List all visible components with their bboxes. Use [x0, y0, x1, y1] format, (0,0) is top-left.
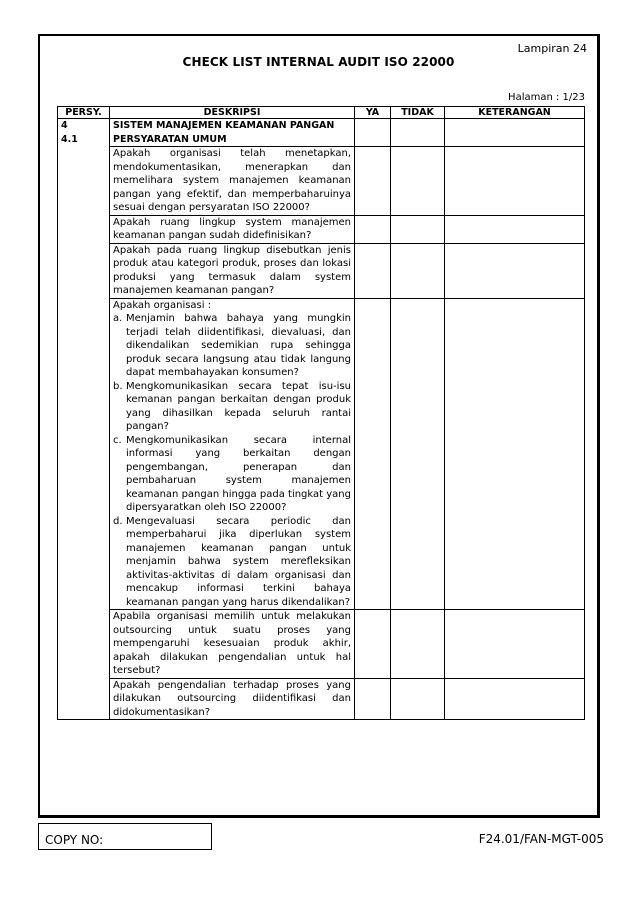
keterangan-cell[interactable] — [445, 147, 585, 216]
question-text-multi — [110, 298, 355, 610]
table-row — [58, 243, 585, 298]
keterangan-cell[interactable] — [445, 119, 585, 147]
table-row — [58, 678, 585, 720]
sub-item-text: Mengkomunikasikan secara internal informasi yang berkaitan dengan pengembangan, penerapan dan pembaharuan system manajemen keamanan pangan hingga pada tingkat yang dipersyaratkan oleh ISO 22000? — [126, 434, 351, 513]
ya-cell[interactable] — [355, 215, 391, 243]
sub-item-d — [113, 515, 351, 610]
column-header-ya: YA — [355, 107, 391, 119]
section-number: 4 — [61, 120, 68, 131]
sub-item-text: Menjamin bahwa bahaya yang mungkin terjadi telah diidentifikasi, dievaluasi, dan dikendalikan sedemikian rupa sehingga produk secara langsung atau tidak langung dapat membahayakan konsumen? — [126, 313, 351, 378]
tidak-cell[interactable] — [391, 678, 445, 720]
sub-item-label: c. — [113, 434, 122, 446]
sub-item-text: Mengkomunikasikan secara tepat isu-isu kemanan pangan berkaitan dengan produk yang dihasilkan kepada seluruh rantai pangan? — [126, 380, 351, 432]
tidak-cell[interactable] — [391, 610, 445, 679]
tidak-cell[interactable] — [391, 147, 445, 216]
page-number: Halaman : 1/23 — [508, 92, 585, 103]
column-header-keterangan: KETERANGAN — [445, 107, 585, 119]
sub-item-b — [113, 380, 351, 434]
ya-cell[interactable] — [355, 610, 391, 679]
table-row — [58, 119, 585, 147]
document-title: CHECK LIST INTERNAL AUDIT ISO 22000 — [182, 55, 455, 69]
column-header-persy: PERSY. — [58, 107, 110, 119]
section-title: SISTEM MANAJEMEN KEAMANAN PANGAN PERSYARATAN UMUM — [110, 119, 355, 147]
keterangan-cell[interactable] — [445, 610, 585, 679]
table-row — [58, 298, 585, 610]
copy-number-label: COPY NO: — [45, 833, 104, 847]
ya-cell[interactable] — [355, 119, 391, 147]
checklist-table — [57, 106, 585, 720]
clause-number-cell — [58, 119, 110, 720]
sub-item-label: d. — [113, 515, 123, 527]
page-frame — [38, 34, 600, 818]
ya-cell[interactable] — [355, 243, 391, 298]
ya-cell[interactable] — [355, 298, 391, 610]
question-intro: Apakah organisasi : — [113, 299, 212, 311]
question-text: Apakah pada ruang lingkup disebutkan jenis produk atau kategori produk, proses dan lokasi produksi yang termasuk dalam system manajemen keamanan pangan? — [110, 243, 355, 298]
column-header-deskripsi: DESKRIPSI — [110, 107, 355, 119]
question-text: Apakah ruang lingkup system manajemen keamanan pangan sudah didefinisikan? — [110, 215, 355, 243]
question-text: Apakah organisasi telah menetapkan, mendokumentasikan, menerapkan dan memelihara system manajemen keamanan pangan yang efektif, dan memperbaharuinya sesuai dengan persyaratan ISO 22000? — [110, 147, 355, 216]
subsection-number: 4.1 — [61, 133, 78, 145]
keterangan-cell[interactable] — [445, 215, 585, 243]
tidak-cell[interactable] — [391, 215, 445, 243]
table-row — [58, 610, 585, 679]
tidak-cell[interactable] — [391, 119, 445, 147]
sub-item-c — [113, 434, 351, 515]
sub-item-label: b. — [113, 380, 123, 392]
ya-cell[interactable] — [355, 678, 391, 720]
lampiran-label: Lampiran 24 — [517, 42, 587, 55]
tidak-cell[interactable] — [391, 243, 445, 298]
table-header-row — [58, 107, 585, 119]
sub-item-a — [113, 312, 351, 380]
table-row — [58, 215, 585, 243]
table-row — [58, 147, 585, 216]
form-code: F24.01/FAN-MGT-005 — [478, 832, 604, 846]
tidak-cell[interactable] — [391, 298, 445, 610]
keterangan-cell[interactable] — [445, 678, 585, 720]
copy-number-box — [38, 823, 212, 850]
keterangan-cell[interactable] — [445, 298, 585, 610]
ya-cell[interactable] — [355, 147, 391, 216]
keterangan-cell[interactable] — [445, 243, 585, 298]
sub-item-label: a. — [113, 313, 123, 324]
question-text: Apakah pengendalian terhadap proses yang dilakukan outsourcing diidentifikasi dan didokumentasikan? — [110, 678, 355, 720]
question-text: Apabila organisasi memilih untuk melakukan outsourcing untuk suatu proses yang mempengaruhi kesesuaian produk akhir, apakah dilakukan pengendalian untuk hal tersebut? — [110, 610, 355, 679]
column-header-tidak: TIDAK — [391, 107, 445, 119]
sub-item-text: Mengevaluasi secara periodic dan memperbaharui jika diperlukan system manajemen keamanan pangan untuk menjamin bahwa system merefleksikan aktivitas-aktivitas di dalam organisasi dan mencakup informasi terkini bahaya keamanan pangan yang harus dikendalikan? — [126, 515, 351, 608]
